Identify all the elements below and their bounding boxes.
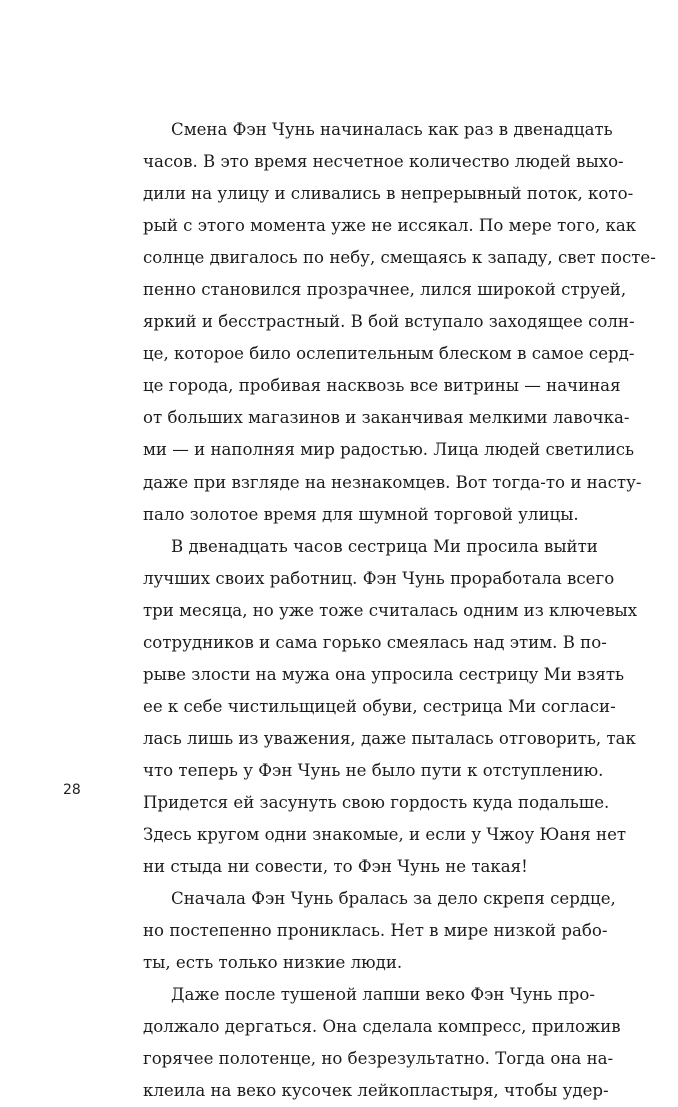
paragraph-1-line: от больших магазинов и заканчивая мелкими лавочка- — [143, 408, 630, 428]
paragraph-1-line: дили на улицу и сливались в непрерывный поток, кото- — [143, 184, 634, 204]
paragraph-3-line: ты, есть только низкие люди. — [143, 953, 403, 973]
paragraph-1-line: солнце двигалось по небу, смещаясь к западу, свет посте- — [143, 248, 656, 268]
paragraph-4-line: горячее полотенце, но безрезультатно. Тогда она на- — [143, 1049, 614, 1069]
paragraph-4-line: Даже после тушеной лапши веко Фэн Чунь про- — [171, 985, 595, 1005]
paragraph-1-line: Смена Фэн Чунь начиналась как раз в двенадцать — [171, 120, 613, 139]
paragraph-1-line: часов. В это время несчетное количество людей выхо- — [143, 152, 624, 172]
paragraph-2-line: ни стыда ни совести, то Фэн Чунь не такая! — [143, 857, 528, 877]
page-number: 28 — [63, 782, 81, 798]
body-text — [143, 114, 656, 1107]
paragraph-4-line: должало дергаться. Она сделала компресс, приложив — [143, 1017, 621, 1037]
paragraph-3-line: Сначала Фэн Чунь бралась за дело скрепя сердце, — [171, 889, 616, 909]
paragraph-3-line: но постепенно прониклась. Нет в мире низкой рабо- — [143, 921, 608, 941]
paragraph-2-line: сотрудников и сама горько смеялась над этим. В по- — [143, 632, 607, 652]
paragraph-2-line: Придется ей засунуть свою гордость куда подальше. — [143, 792, 610, 812]
paragraph-2-line: рыве злости на мужа она упросила сестрицу Ми взять — [143, 664, 625, 684]
paragraph-1-line: яркий и бесстрастный. В бой вступало заходящее солн- — [143, 312, 635, 332]
paragraph-1-line: це города, пробивая насквозь все витрины — начиная — [143, 376, 621, 396]
paragraph-2-line: что теперь у Фэн Чунь не было пути к отступлению. — [143, 760, 604, 780]
paragraph-1-line: пенно становился прозрачнее, лился широкой струей, — [143, 280, 627, 300]
paragraph-1-line: пало золотое время для шумной торговой улицы. — [143, 504, 579, 524]
paragraph-2-line: Здесь кругом одни знакомые, и если у Чжоу Юаня нет — [143, 825, 627, 845]
paragraph-2-line: лучших своих работниц. Фэн Чунь проработала всего — [143, 568, 615, 588]
paragraph-1-line: ми — и наполняя мир радостью. Лица людей светились — [143, 440, 635, 460]
paragraph-1-line: це, которое било ослепительным блеском в самое серд- — [143, 344, 635, 364]
paragraph-1-line: даже при взгляде на незнакомцев. Вот тогда-то и насту- — [143, 472, 642, 492]
paragraph-1-line: рый с этого момента уже не иссякал. По мере того, как — [143, 216, 637, 236]
paragraph-2-line: три месяца, но уже тоже считалась одним из ключевых — [143, 600, 638, 620]
paragraph-2-line: ее к себе чистильщицей обуви, сестрица Ми согласи- — [143, 696, 616, 716]
paragraph-4-line: клеила на веко кусочек лейкопластыря, чтобы удер- — [143, 1081, 609, 1101]
paragraph-2-line: В двенадцать часов сестрица Ми просила выйти — [171, 536, 598, 556]
paragraph-2-line: лась лишь из уважения, даже пыталась отговорить, так — [143, 728, 636, 748]
